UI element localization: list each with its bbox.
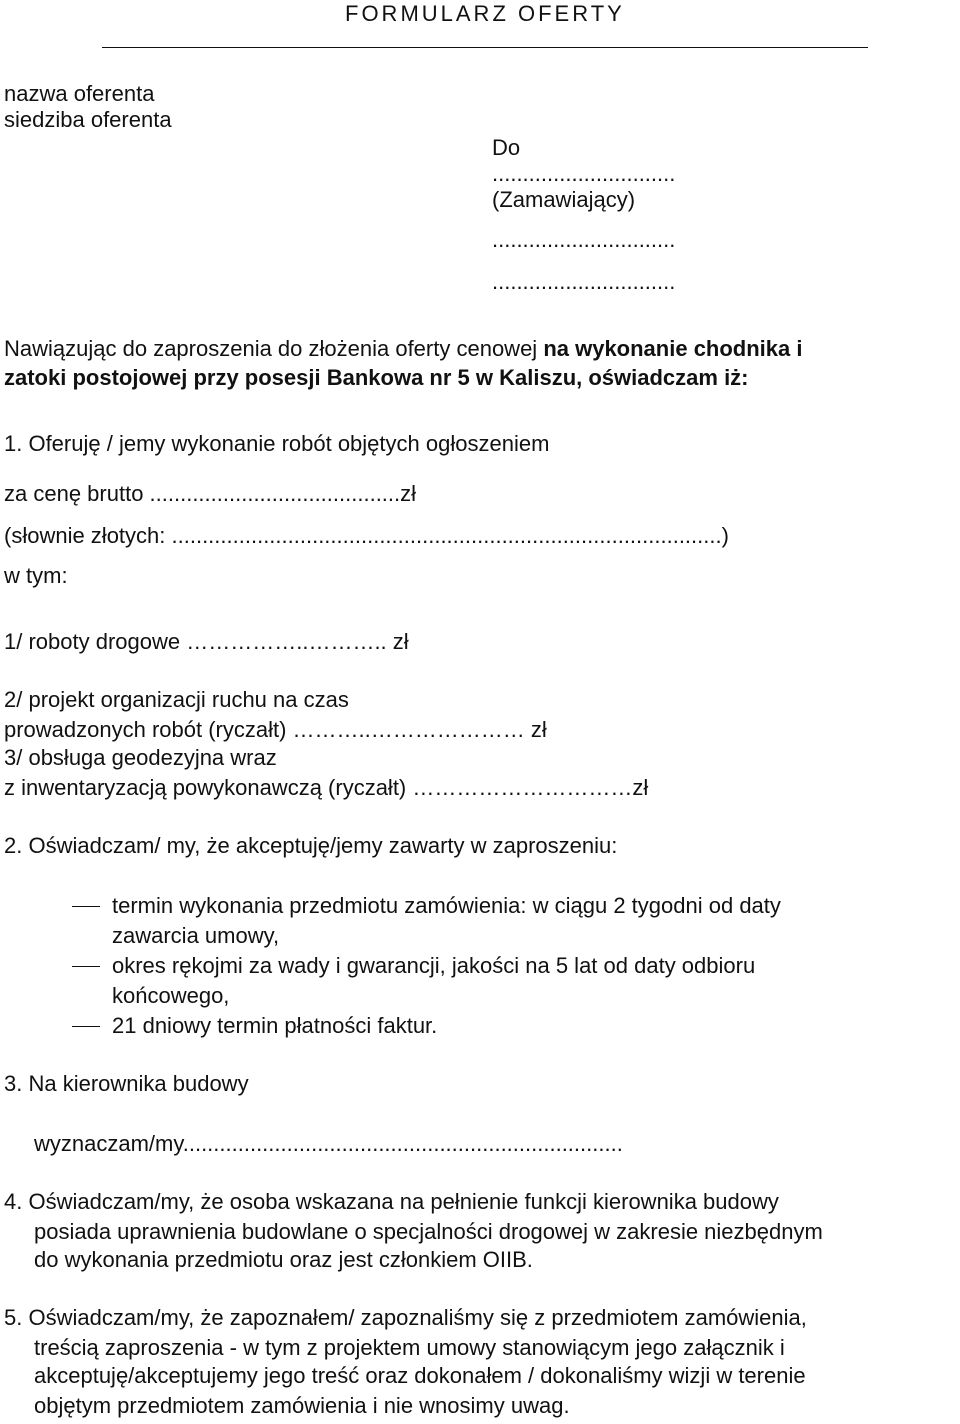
section5-line-1: 5. Oświadczam/my, że zapoznałem/ zapoznaliśmy się z przedmiotem zamówienia, xyxy=(4,1305,807,1330)
bullet-dash xyxy=(72,966,100,967)
section4-line-1: 4. Oświadczam/my, że osoba wskazana na pełnienie funkcji kierownika budowy xyxy=(4,1189,779,1214)
bullet-1-line-1: termin wykonania przedmiotu zamówienia: w ciągu 2 tygodni od daty xyxy=(112,893,781,918)
item-traffic-project-line-1: 2/ projekt organizacji ruchu na czas xyxy=(4,687,349,712)
intro-plain-text: Nawiązując do zaproszenia do złożenia oferty cenowej xyxy=(4,336,544,361)
offeror-name-label: nazwa oferenta xyxy=(4,81,155,106)
recipient-to-label: Do xyxy=(492,135,521,160)
item-geodesy-line-1: 3/ obsługa geodezyjna wraz xyxy=(4,745,277,770)
bullet-dash xyxy=(72,1026,100,1027)
site-manager-line: wyznaczam/my........................................................................ xyxy=(34,1131,623,1156)
bullet-2-line-2: końcowego, xyxy=(112,983,230,1008)
section1-heading: 1. Oferuję / jemy wykonanie robót objętych ogłoszeniem xyxy=(4,431,550,456)
bullet-3-line-1: 21 dniowy termin płatności faktur. xyxy=(112,1013,438,1038)
section5-line-3: akceptuję/akceptujemy jego treść oraz dokonałem / dokonaliśmy wizji w terenie xyxy=(34,1363,806,1388)
item-geodesy-line-2: z inwentaryzacją powykonawczą (ryczałt) …………………………zł xyxy=(4,775,649,800)
recipient-role-label: (Zamawiający) xyxy=(492,187,636,212)
recipient-dots-1: .............................. xyxy=(492,161,676,186)
section5-line-4: objętym przedmiotem zamówienia i nie wnosimy uwag. xyxy=(34,1393,570,1418)
section4-line-3: do wykonania przedmiotu oraz jest członkiem OIIB. xyxy=(34,1247,533,1272)
including-label: w tym: xyxy=(4,563,68,588)
section3-heading: 3. Na kierownika budowy xyxy=(4,1071,249,1096)
bullet-1-line-2: zawarcia umowy, xyxy=(112,923,280,948)
title-underline xyxy=(102,47,868,48)
recipient-dots-3: .............................. xyxy=(492,269,676,294)
section2-heading: 2. Oświadczam/ my, że akceptuję/jemy zawarty w zaproszeniu: xyxy=(4,833,618,858)
price-gross-line: za cenę brutto .........................................zł xyxy=(4,481,417,506)
recipient-dots-2: .............................. xyxy=(492,227,676,252)
item-road-works: 1/ roboty drogowe ……………..……….. zł xyxy=(4,629,409,654)
intro-line-2: zatoki postojowej przy posesji Bankowa nr 5 w Kaliszu, oświadczam iż: xyxy=(4,365,749,390)
bullet-2-line-1: okres rękojmi za wady i gwarancji, jakości na 5 lat od daty odbioru xyxy=(112,953,756,978)
form-title: FORMULARZ OFERTY xyxy=(345,1,625,26)
section5-line-2: treścią zaproszenia - w tym z projektem umowy stanowiącym jego załącznik i xyxy=(34,1335,785,1360)
section4-line-2: posiada uprawnienia budowlane o specjalności drogowej w zakresie niezbędnym xyxy=(34,1219,823,1244)
item-traffic-project-line-2: prowadzonych robót (ryczałt) ………..………………… zł xyxy=(4,717,547,742)
intro-line-1 xyxy=(4,335,803,363)
bullet-dash xyxy=(72,906,100,907)
intro-bold-text: na wykonanie chodnika i xyxy=(543,336,803,361)
offeror-seat-label: siedziba oferenta xyxy=(4,107,172,132)
price-in-words-line: (słownie złotych: ..........................................................................................) xyxy=(4,523,729,548)
